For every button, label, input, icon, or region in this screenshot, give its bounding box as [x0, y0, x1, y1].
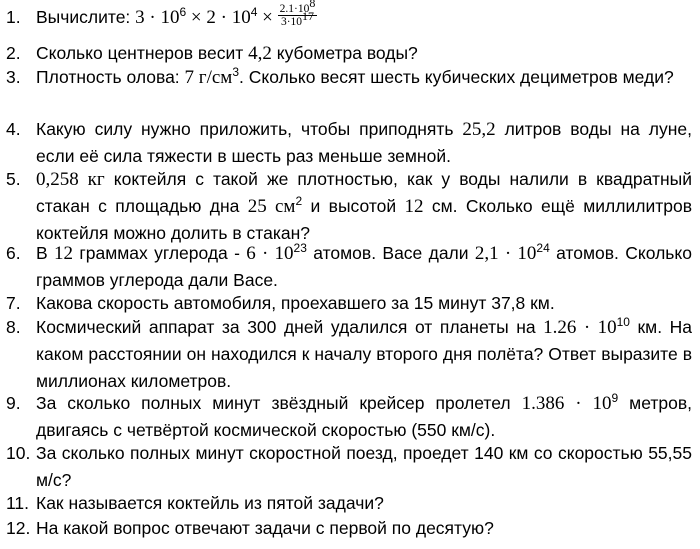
task-number: 10. [6, 443, 31, 463]
fraction: $\frac{2.1\cdot 10^8}{3\cdot 10^{17}}$ [279, 0, 316, 28]
task-text: В 12 граммах углерода - $6 \cdot 10^{23}$ атомов. Васе дали $2,1 \cdot 10^{24}$ атомов. Сколько граммов углерода дали Васе. [36, 241, 692, 290]
task-text: Как называется коктейль из пятой задачи? [36, 493, 384, 513]
task-text: Вычислите: $3 \cdot 10^6 \times 2 \cdot 10^4$ × $\frac{2.1\cdot 10^8}{3\cdot 10^{17}}$ [36, 0, 316, 28]
task-text: За сколько полных минут скоростной поезд, проедет 140 км со скоростью 55,55 м/с? [36, 443, 692, 490]
task-number: 7. [6, 293, 21, 313]
task-text: Плотность олова: 7 $г/см^3$. Сколько весят шесть кубических дециметров меди? [36, 65, 674, 88]
task-text: На какой вопрос отвечают задачи с первой по десятую? [36, 518, 494, 538]
task-number: 11. [6, 493, 30, 513]
task-number: 1. [6, 7, 21, 27]
task-text: Какую силу нужно приложить, чтобы приподнять 25,2 литров воды на луне, если её сила тяжести в шесть раз меньше земной. [36, 119, 692, 166]
task-text: За сколько полных минут звёздный крейсер пролетел $1.386 \cdot 10^9$ метров, двигаясь с четвёртой космической скоростью (550 км/с). [36, 391, 693, 440]
task-number: 2. [6, 43, 21, 63]
task-number: 6. [6, 243, 21, 263]
task-number: 12. [6, 518, 31, 538]
task-text: Сколько центнеров весит 4,2 кубометра воды? [36, 43, 418, 64]
task-number: 9. [6, 393, 21, 413]
task-text: Космический аппарат за 300 дней удалился от планеты на $1.26 \cdot 10^{10}$ км. На каком расстоянии он находился к началу второго дня полёта? Ответ выразите в миллионах километров. [36, 315, 692, 391]
task-text: 0,258 кг коктейля с такой же плотностью, как у воды налили в квадратный стакан с площадью дна 25 $см^2$ и высотой 12 см. Сколько ещё миллилитров коктейля можно долить в стакан? [36, 169, 692, 243]
task-number: 3. [6, 67, 21, 87]
task-number: 5. [6, 169, 21, 189]
task-number: 4. [6, 119, 21, 139]
task-number: 8. [6, 317, 21, 337]
task-text: Какова скорость автомобиля, проехавшего за 15 минут 37,8 км. [36, 293, 555, 313]
